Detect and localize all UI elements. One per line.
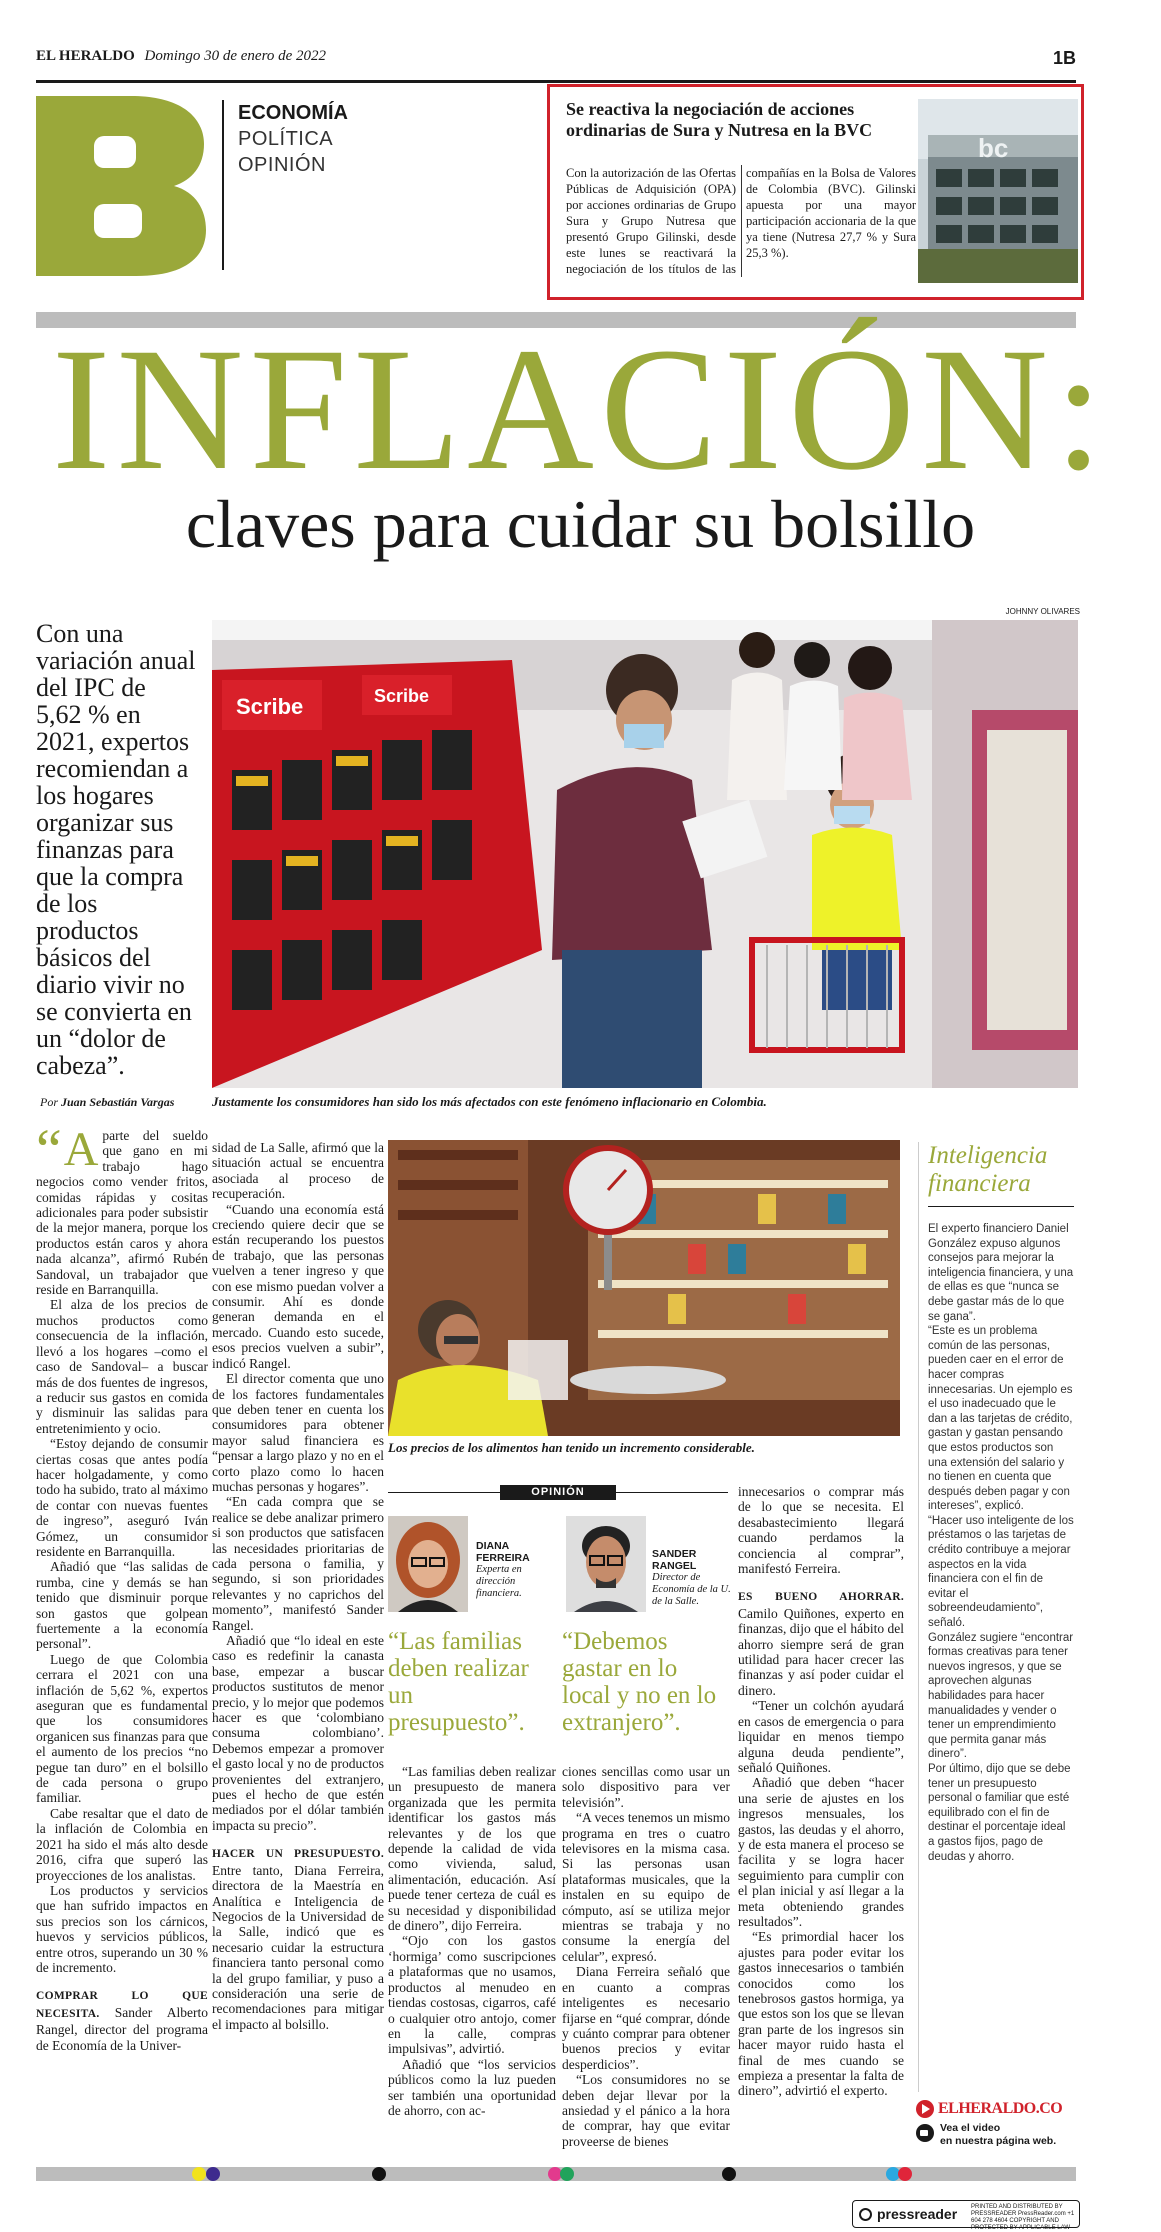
article-column-4 (562, 1764, 730, 2149)
sidebar-paragraph: El experto financiero Daniel González expuso algunos consejos para mejorar la inteligencia financiera, y una de ellas es que “nunca se debe gastar más de lo que se gana”. (928, 1223, 1074, 1323)
paper-name: EL HERALDO (36, 48, 135, 64)
registration-dot-black (722, 2167, 736, 2181)
main-photo-store (212, 620, 1078, 1088)
registration-dot-blue (206, 2167, 220, 2181)
section-letter-logo (36, 96, 206, 276)
registration-dot-yellow (192, 2167, 206, 2181)
teaser-title[interactable]: Se reactiva la negociación de acciones ordinarias de Sura y Nutresa en la BVC (566, 99, 873, 140)
pressreader-notice: PRINTED AND DISTRIBUTED BY PRESSREADER PressReader.com +1 604 278 4604 COPYRIGHT AND PROTECTED BY APPLICABLE LAW (971, 2204, 1075, 2231)
market-photo (388, 1140, 900, 1436)
opinion-name: SANDER RANGEL (652, 1548, 697, 1572)
video-site-logo[interactable]: ELHERALDO.CO (938, 2100, 1063, 2117)
registration-dot-green (560, 2167, 574, 2181)
video-text (940, 2122, 1056, 2148)
article-paragraph: “A veces tenemos un mismo programa en tres o cuatro televisores en la misma casa. Si las personas usan plataformas musicales, que la instalen en su equipo de cómputo, así se utiliza mejor mientras se trabaja y no consume la energía del celular”, expresó. (562, 1810, 730, 1964)
article-paragraph: Añadió que “lo ideal en este caso es redefinir la canasta base, empezar a buscar productos sustitutos de menor precio, y lo mejor que podemos hacer es que ‘colombiano consuma colombiano’. Debemos empezar a promover el gasto local y no de productos provenientes del extranjero, pues el hecho de que estén mediados por el dólar también impacta su precio”. (212, 1633, 384, 1833)
article-paragraph: “Las familias deben realizar un presupuesto de manera organizada que les permita identificar los gastos más relevantes y de los que depende la calidad de vida como vivienda, salud, alimentación, educación. Así puede tener certeza de cuál es su necesidad y disponibilidad de dinero”, dijo Ferreira. (388, 1764, 556, 1934)
page-number: 1B (1052, 48, 1076, 68)
pressreader-badge[interactable] (852, 2200, 1080, 2231)
teaser-photo-building (918, 99, 1078, 283)
article-paragraph: sidad de La Salle, afirmó que la situación actual se encuentra asociada al proceso de recuperación. (212, 1140, 384, 1202)
article-paragraph: ciones sencillas como usar un solo dispositivo para ver televisión”. (562, 1764, 730, 1810)
quote-diana: “Las familias deben realizar un presupuesto”. (388, 1628, 529, 1736)
play-video-icon[interactable] (916, 2100, 934, 2118)
opinion-role: Director de Economía de la U. de la Salle. (652, 1572, 731, 1607)
article-paragraph: El alza de los precios de muchos productos como consecuencia de la inflación, llevó a los hogares –como el caso de Sandoval– a buscar más de dos fuentes de ingresos, a reducir sus gastos en comida y disminuir las salidas para entretenimiento y ocio. (36, 1297, 208, 1436)
registration-dot-red (898, 2167, 912, 2181)
article-paragraph: Añadió que deben “hacer una serie de ajustes en los ingresos mensuales, los gastos, las deudas y el ahorro, y de esta manera el proceso se facilita y se logra hacer seguimiento para cumplir con el plan inicial y así llegar a la meta obteniendo grandes resultados”. (738, 1775, 904, 1929)
opening-text: parte del sueldo que gano en mi trabajo hago negocios como vender fritos, comidas rápidas y cositas adicionales para poder subsistir de la mejor manera, porque los productos están caros y ahora nada alcanza”, afirmó Rubén Sandoval, un trabajador que reside en Barranquilla. (36, 1128, 208, 1298)
article-paragraph: innecesarios o comprar más de lo que se necesita. El desabastecimiento llegará cuando perdamos la conciencia al comprar”, manifestó Ferreira. (738, 1484, 904, 1577)
registration-dot-black (372, 2167, 386, 2181)
article-subhead-paragraph (212, 1845, 384, 2032)
top-rule (36, 80, 1076, 83)
subhead-comprar: COMPRAR LO QUE NECESITA. (36, 1990, 208, 2020)
article-paragraph: Añadió que “los servicios públicos como la luz pueden ser también una oportunidad de ahorro, con ac- (388, 2056, 556, 2118)
svg-text:bc: bc (978, 133, 1009, 163)
article-paragraph: Cabe resaltar que el dato de la inflación de Colombia en 2021 ha sido el más alto desde 2016, cifra que superó las proyecciones de los analistas. (36, 1805, 208, 1883)
byline-prefix: Por (40, 1095, 58, 1109)
diana-ferreira-portrait (388, 1516, 468, 1612)
subhead-text: Camilo Quiñones, experto en finanzas, dijo que el hábito del ahorro siempre será de gran utilidad para hacer crecer las finanzas y así poder cuidar el dinero. (738, 1605, 904, 1698)
article-opening: “ A parte del sueldo que gano en mi trabajo hago negocios como vender fritos, comidas rápidas y cositas adicionales para poder subsistir de la mejor manera, porque los productos están caros y ahora nada alcanza”, afirmó Rubén Sandoval, un trabajador que reside en Barranquilla. (36, 1117, 208, 1298)
masthead (36, 48, 1076, 72)
sidebar-divider (918, 1142, 919, 2092)
article-paragraph: “En cada compra que se realice se debe analizar primero si son productos que satisfacen las necesidades prioritarias de cada persona o familia, y segundo, si son prioridades relevantes y no caprichos del momento”, manifestó Sander Rangel. (212, 1494, 384, 1633)
article-paragraph: Los productos y servicios que han sufrido impactos en sus precios son los cárnicos, huevos y servicios públicos, entre otros, superando un 30 % de incremento. (36, 1882, 208, 1975)
article-paragraph: “Los consumidores no se deben dejar llevar por la ansiedad y el pánico a la hora de comprar, hay que evitar proveerse de bienes (562, 2072, 730, 2149)
opinion-name: DIANA FERREIRA (476, 1540, 530, 1564)
opinion-label: OPINIÓN (500, 1485, 616, 1500)
teaser-body: Con la autorización de las Ofertas Públicas de Adquisición (OPA) por acciones ordinarias de Grupo Sura y Grupo Nutresa que presentó Grupo Gilinski, desde este lunes se reactivará la negociación de los títulos de las compañías en la Bolsa de Valores de Colombia (BVC). Gilinski apuesta por una mayor participación accionaria de la que ya tiene (Nutresa 27,7 % y Sura 25,3 %). (566, 166, 916, 276)
section-opinion[interactable]: OPINIÓN (238, 154, 326, 176)
subhead-ahorrar: ES BUENO AHORRAR. (738, 1591, 904, 1604)
pressreader-icon (859, 2208, 872, 2221)
market-photo-caption: Los precios de los alimentos han tenido un incremento considerable. (388, 1440, 755, 1455)
sidebar-paragraph: Por último, dijo que se debe tener un presupuesto personal o familiar que esté equilibrado con el fin de destinar el porcentaje ideal a gastos fijos, pago de deudas y ahorro. (928, 1762, 1071, 1863)
photo-credit: JOHNNY OLIVARES (1005, 607, 1080, 616)
section-list (222, 100, 372, 270)
sidebar-paragraph: González sugiere “encontrar formas creativas para tener nuevos ingresos, y que se aprovechen algunas habilidades para hacer manualidades y vender o tener un emprendimiento que permita ganar más dinero”. (928, 1631, 1074, 1761)
article-paragraph: “Ojo con los gastos ‘hormiga’ como suscripciones a plataformas que no usamos, productos al menudeo en tiendas costosas, cigarros, café o cualquier otro antojo, comer en la calle, compras impulsivas”, advirtió. (388, 1933, 556, 2057)
article-paragraph: “Es primordial hacer los ajustes para poder evitar los gastos innecesarios o también conocidos como los tenebrosos gastos hormiga, ya que estos son los que se llevan gran parte de los ingresos sin hacer mayor ruido hasta el final de mes cuando se empieza a presentar la falta de dinero”, advirtió el experto. (738, 1929, 904, 2099)
teaser-box[interactable] (547, 84, 1084, 300)
video-text-line-1: Vea el video (940, 2122, 1001, 2134)
camera-icon (916, 2124, 934, 2142)
opinion-role: Experta en dirección financiera. (476, 1564, 522, 1599)
video-promo[interactable] (916, 2100, 1080, 2164)
sidebar-body (928, 1222, 1074, 1864)
subhead-text: Sander Alberto Rangel, director del programa de Economía de la Univer- (36, 2004, 209, 2053)
sidebar-title: Inteligencia financiera (928, 1142, 1048, 1197)
article-paragraph: Luego de que Colombia cerrara el 2021 con una inflación de 5,62 %, expertos aseguran que es fundamental que los consumidores organicen sus finanzas para que el aumento de los precios “no pegue tan duro” en el bolsillo de cada persona o grupo familiar. (36, 1651, 208, 1806)
section-economia[interactable]: ECONOMÍA (238, 102, 348, 124)
headline-main: INFLACIÓN: (51, 312, 1110, 507)
video-text-line-2: en nuestra página web. (940, 2135, 1057, 2147)
diana-ferreira-info (476, 1540, 556, 1600)
article-paragraph: Diana Ferreira señaló que en cuanto a compras inteligentes es necesario fijarse en “qué comprar, dónde y cuánto comprar para obtener buenos precios y evitar desperdicios”. (562, 1964, 730, 2072)
sander-rangel-info (652, 1548, 732, 1608)
pressreader-name: pressreader (877, 2206, 958, 2222)
byline (40, 1095, 220, 1110)
svg-text:Scribe: Scribe (236, 694, 304, 719)
sander-rangel-portrait (566, 1516, 646, 1612)
article-column-1 (36, 1117, 209, 2088)
quote-sander: “Debemos gastar en lo local y no en lo extranjero”. (562, 1628, 717, 1736)
section-politica[interactable]: POLÍTICA (238, 128, 334, 150)
article-column-3 (388, 1764, 556, 2118)
subhead-presupuesto: HACER UN PRESUPUESTO. (212, 1848, 384, 1861)
svg-text:Scribe: Scribe (374, 686, 430, 706)
sidebar-title-rule (928, 1206, 1074, 1207)
main-photo-caption: Justamente los consumidores han sido los más afectados con este fenómeno inflacionario en Colombia. (212, 1094, 767, 1109)
article-paragraph: El director comenta que uno de los factores fundamentales que deben tener en cuenta los consumidores para obtener mayor salud financiera es “pensar a largo plazo y no en el corto plazo como lo hacen muchas personas y hogares”. (212, 1371, 384, 1494)
article-subhead-paragraph (738, 1588, 904, 1698)
article-paragraph: “Cuando una economía está creciendo quiere decir que se están recuperando los puestos de trabajo, que las personas vuelven a tener ingreso y que con ese mismo puedan volver a consumir. Ahí es donde generan demanda en el mercado. Cuando esto sucede, esos precios vuelven a subir”, indicó Rangel. (212, 1201, 384, 1371)
article-column-2 (212, 1140, 384, 2092)
sidebar-paragraph: “Este es un problema común de las personas, pueden caer en el error de hacer compras innecesarias. Un ejemplo es el uso inadecuado que le dan a las tarjetas de crédito, gastan y gastan pensando que estos productos son una extensión del salario y no tienen en cuenta que después deben pagar y con intereses”, explicó. (928, 1325, 1073, 1513)
article-paragraph: “Estoy dejando de consumir ciertas cosas que antes podía hacer holgadamente, y como todo ha subido, trato al máximo de contar con nuevas fuentes de ingreso”, aseguró Iván Gómez, un consumidor residente en Barranquilla. (36, 1436, 208, 1559)
headline-sub: claves para cuidar su bolsillo (185, 486, 976, 562)
article-column-5 (738, 1484, 904, 2099)
byline-author: Juan Sebastián Vargas (61, 1095, 175, 1109)
subhead-text: Entre tanto, Diana Ferreira, directora de la Maestría en Analítica e Inteligencia de Negocios de la Universidad de la Salle, indicó que es necesario cuidar la estructura financiera tanto personal como la del grupo familiar, y puso a consideración una serie de recomendaciones para mitigar el impacto al bolsillo. (212, 1862, 384, 2032)
lead-paragraph: Con una variación anual del IPC de 5,62 % en 2021, expertos recomiendan a los hogares organizar sus finanzas para que la compra de los productos básicos del diario vivir no se convierta en un “dolor de cabeza”. (36, 619, 196, 1080)
sidebar-paragraph: “Hacer uso inteligente de los préstamos o las tarjetas de crédito contribuye a mejorar aspectos en la vida financiera con el fin de evitar el sobreendeudamiento”, señaló. (928, 1514, 1074, 1630)
headline (0, 312, 1161, 570)
article-subhead-paragraph (36, 1987, 208, 2053)
issue-date: Domingo 30 de enero de 2022 (144, 48, 327, 64)
article-paragraph: Añadió que “las salidas de rumba, cine y demás se han tenido que disminuir porque son gastos que golpean fuertemente a la economía personal”. (36, 1559, 208, 1652)
article-paragraph: “Tener un colchón ayudará en casos de emergencia o para liquidar en menos tiempo alguna deuda pendiente”, señaló Quiñones. (738, 1698, 904, 1775)
